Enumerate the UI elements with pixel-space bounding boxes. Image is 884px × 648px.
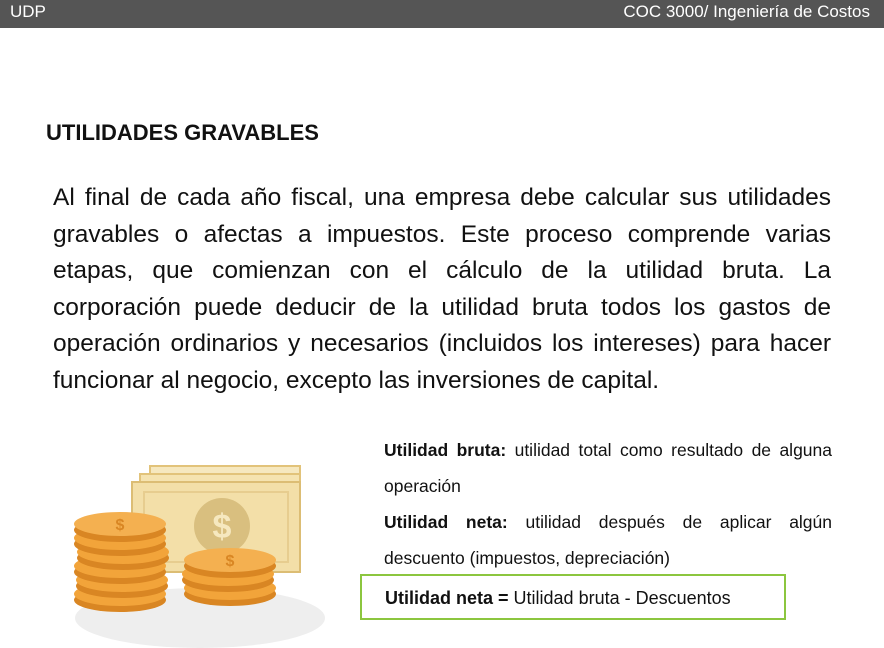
body-paragraph: Al final de cada año fiscal, una empresa debe calcular sus utilidades gravables o afectas a impuestos. Este proceso comprende varias etapas, que comienzan con el cálculo de la utilidad bruta. La corporación puede deducir de la utilidad bruta todos los gastos de operación ordinarios y necesarios (incluidos los intereses) para hacer funcionar al negocio, excepto las inversiones de capital. — [53, 184, 831, 394]
definition-text: utilidad total como resultado de alguna operación — [384, 440, 833, 496]
definition-text: utilidad después de aplicar algún descuento (impuestos, depreciación) — [384, 512, 833, 568]
money-coins-icon — [70, 458, 330, 648]
svg-text:$: $ — [225, 553, 235, 570]
header-bar — [0, 0, 884, 28]
formula-box — [360, 574, 786, 620]
definition-utilidad-bruta — [384, 432, 832, 504]
definition-term: Utilidad neta: — [384, 512, 508, 532]
svg-text:$: $ — [212, 508, 232, 546]
header-left-label: UDP — [10, 2, 46, 21]
slide-title: UTILIDADES GRAVABLES — [46, 120, 319, 145]
definitions — [384, 432, 832, 576]
header-right-label: COC 3000/ Ingeniería de Costos — [623, 2, 870, 21]
definition-term: Utilidad bruta: — [384, 440, 507, 460]
svg-text:$: $ — [115, 517, 125, 534]
definition-utilidad-neta — [384, 504, 832, 576]
formula-term: Utilidad neta = — [385, 588, 509, 608]
formula-text: Utilidad bruta - Descuentos — [508, 588, 731, 608]
